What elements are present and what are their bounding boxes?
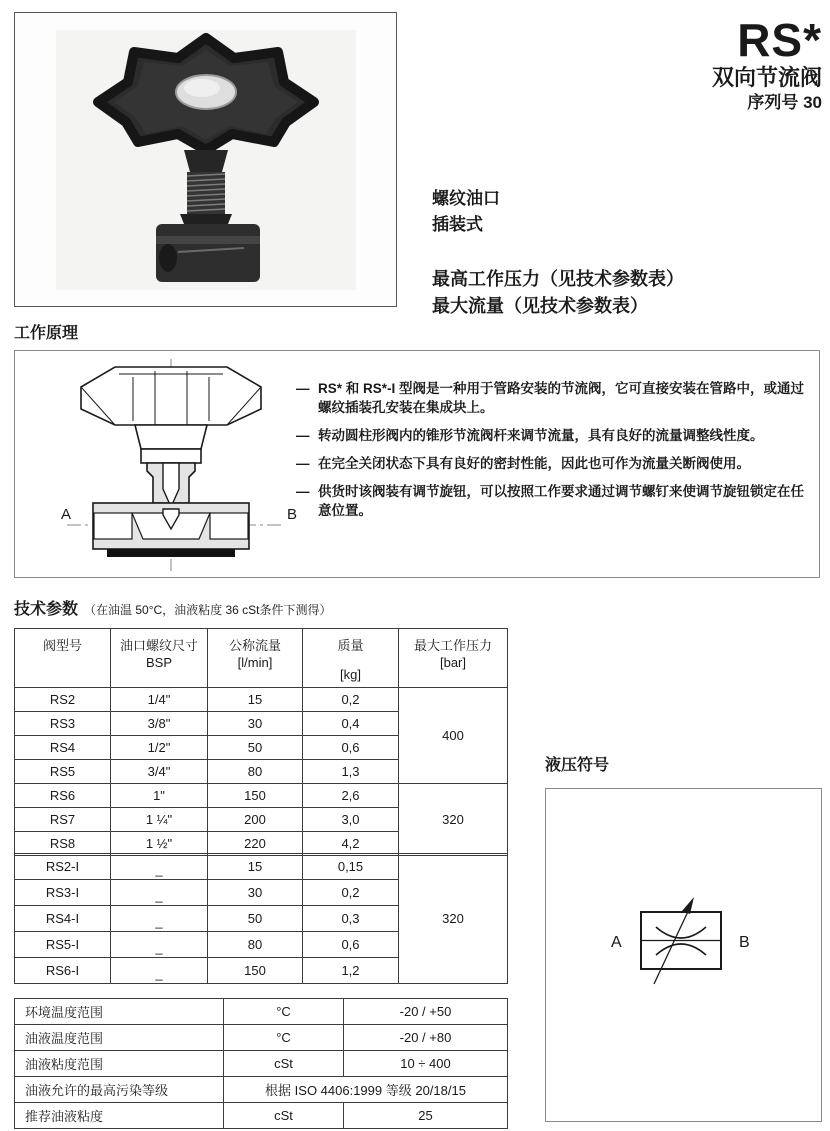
cell-model: RS2	[15, 688, 111, 712]
col-header-pressure: 最大工作压力 [bar]	[399, 629, 508, 688]
cell-condition-label: 油液温度范围	[15, 1025, 224, 1051]
cell-bsp: 1"	[111, 784, 208, 808]
cell-bsp: _	[111, 906, 208, 932]
bullet-item	[296, 426, 804, 445]
series-number: 序列号 30	[747, 93, 822, 112]
cell-value: -20 / +80	[344, 1025, 508, 1051]
cell-model: RS4-I	[15, 906, 111, 932]
dash-bullet-icon: —	[296, 428, 310, 443]
cell-bsp: 1/4"	[111, 688, 208, 712]
bullet-text: RS* 和 RS*-I 型阀是一种用于管路安装的节流阀，它可直接安装在管路中，或通过螺纹插装孔安装在集成块上。	[318, 381, 805, 415]
operating-conditions-table	[14, 998, 508, 1129]
working-principle-box	[14, 350, 820, 578]
dash-bullet-icon: —	[296, 456, 310, 471]
cell-pressure-400: 400	[399, 688, 508, 784]
cell-model: RS8	[15, 832, 111, 856]
cell-value: 10 ÷ 400	[344, 1051, 508, 1077]
cell-contamination-standard: 根据 ISO 4406:1999 等级 20/18/15	[224, 1077, 508, 1103]
bullet-text: 供货时该阀装有调节旋钮，可以按照工作要求通过调节螺钉来使调节旋钮锁定在任意位置。	[318, 484, 804, 518]
bullet-text: 转动圆柱形阀内的锥形节流阀杆来调节流量，具有良好的流量调整线性度。	[318, 428, 764, 443]
tech-table-threaded	[14, 628, 508, 856]
cell-mass: 2,6	[303, 784, 399, 808]
table-header-row	[15, 629, 508, 688]
throttle-arc-top	[656, 927, 706, 938]
cell-unit: °C	[224, 1025, 344, 1051]
cell-bsp: _	[111, 880, 208, 906]
valve-cross-section-diagram	[53, 357, 303, 573]
table-row	[15, 1103, 508, 1129]
tech-params-subtitle: （在油温 50°C，油液粘度 36 cSt条件下测得）	[84, 603, 332, 617]
valve-body	[156, 224, 260, 282]
table-row	[15, 999, 508, 1025]
cell-flow: 150	[208, 784, 303, 808]
table-row	[15, 854, 508, 880]
page-title: RS*	[737, 14, 822, 66]
cell-condition-label: 推荐油液粘度	[15, 1103, 224, 1129]
tech-table-cartridge	[14, 853, 508, 984]
port-b-label-diagram: B	[287, 506, 298, 523]
cell-pressure-320: 320	[399, 784, 508, 856]
cell-bsp: 3/4"	[111, 760, 208, 784]
cell-flow: 15	[208, 854, 303, 880]
working-principle-title: 工作原理	[14, 325, 79, 342]
cell-flow: 150	[208, 958, 303, 984]
cell-flow: 30	[208, 880, 303, 906]
port-b-label-symbol: B	[739, 934, 750, 951]
cell-bsp: _	[111, 932, 208, 958]
knob-collar	[184, 150, 228, 172]
table-row	[15, 1025, 508, 1051]
cell-flow: 200	[208, 808, 303, 832]
hydraulic-symbol-title: 液压符号	[545, 757, 610, 774]
cell-bsp: 1 ½"	[111, 832, 208, 856]
title-block	[711, 14, 822, 114]
cell-flow: 220	[208, 832, 303, 856]
cell-condition-label: 油液粘度范围	[15, 1051, 224, 1077]
feature-max-pressure: 最高工作压力（见技术参数表）	[432, 269, 684, 289]
cell-mass: 1,3	[303, 760, 399, 784]
feature-port-type: 螺纹油口	[432, 189, 500, 208]
dash-bullet-icon: —	[296, 484, 310, 499]
cell-mass: 1,2	[303, 958, 399, 984]
col-header-mass: 质量 [kg]	[303, 629, 399, 688]
cell-flow: 15	[208, 688, 303, 712]
cell-model: RS6	[15, 784, 111, 808]
cell-mass: 4,2	[303, 832, 399, 856]
bullet-item	[296, 454, 804, 473]
tech-params-title: 技术参数	[14, 601, 79, 618]
cell-mass: 0,6	[303, 736, 399, 760]
valve-type-name: 双向节流阀	[711, 65, 822, 90]
cell-bsp: _	[111, 958, 208, 984]
cell-bsp: 1/2"	[111, 736, 208, 760]
cell-condition-label: 油液允许的最高污染等级	[15, 1077, 224, 1103]
hydraulic-symbol-box	[545, 788, 822, 1122]
cell-pressure-320: 320	[399, 854, 508, 984]
cell-mass: 0,2	[303, 688, 399, 712]
cell-model: RS4	[15, 736, 111, 760]
cell-mass: 0,4	[303, 712, 399, 736]
cell-flow: 50	[208, 906, 303, 932]
bullet-item	[296, 482, 804, 520]
adjustment-knob-drawing	[81, 367, 261, 425]
col-header-bsp: 油口螺纹尺寸 BSP	[111, 629, 208, 688]
tech-params-title-block	[14, 596, 332, 619]
table-row	[15, 784, 508, 808]
product-photo-frame	[14, 12, 397, 307]
knob-neck-drawing	[135, 425, 207, 463]
cell-bsp: 3/8"	[111, 712, 208, 736]
bullet-item	[296, 379, 804, 417]
col-header-model: 阀型号	[15, 629, 111, 688]
cell-value: -20 / +50	[344, 999, 508, 1025]
cell-unit: cSt	[224, 1051, 344, 1077]
cell-flow: 50	[208, 736, 303, 760]
cell-unit: °C	[224, 999, 344, 1025]
cell-model: RS7	[15, 808, 111, 832]
cell-mass: 0,2	[303, 880, 399, 906]
star-knob	[98, 38, 314, 150]
table-row	[15, 1051, 508, 1077]
threaded-stem	[180, 172, 232, 224]
bullet-text: 在完全关闭状态下具有良好的密封性能，因此也可作为流量关断阀使用。	[318, 456, 750, 471]
valve-body-drawing	[93, 503, 249, 557]
dash-bullet-icon: —	[296, 381, 310, 396]
throttle-valve-symbol	[599, 889, 801, 1011]
cell-model: RS5	[15, 760, 111, 784]
throttle-arc-bottom	[656, 944, 706, 955]
cell-model: RS5-I	[15, 932, 111, 958]
table-row	[15, 688, 508, 712]
cell-model: RS6-I	[15, 958, 111, 984]
table-row	[15, 1077, 508, 1103]
cell-bsp: 1 ¼"	[111, 808, 208, 832]
cell-flow: 80	[208, 932, 303, 958]
product-photo-valve	[56, 30, 356, 290]
cell-bsp: _	[111, 854, 208, 880]
port-a-label-symbol: A	[611, 934, 622, 951]
cell-mass: 0,15	[303, 854, 399, 880]
cell-condition-label: 环境温度范围	[15, 999, 224, 1025]
cell-model: RS2-I	[15, 854, 111, 880]
port-a-label-diagram: A	[61, 506, 72, 523]
cell-mass: 0,3	[303, 906, 399, 932]
throttle-stem-drawing	[147, 463, 195, 507]
cell-model: RS3	[15, 712, 111, 736]
feature-block	[432, 186, 822, 320]
cell-mass: 0,6	[303, 932, 399, 958]
working-principle-bullets	[296, 379, 804, 529]
cell-value: 25	[344, 1103, 508, 1129]
cell-mass: 3,0	[303, 808, 399, 832]
cell-model: RS3-I	[15, 880, 111, 906]
cell-flow: 30	[208, 712, 303, 736]
cell-flow: 80	[208, 760, 303, 784]
feature-max-flow: 最大流量（见技术参数表）	[432, 296, 648, 316]
feature-cartridge: 插装式	[432, 215, 483, 234]
body-base-bar	[107, 549, 235, 557]
cell-unit: cSt	[224, 1103, 344, 1129]
col-header-flow: 公称流量 [l/min]	[208, 629, 303, 688]
